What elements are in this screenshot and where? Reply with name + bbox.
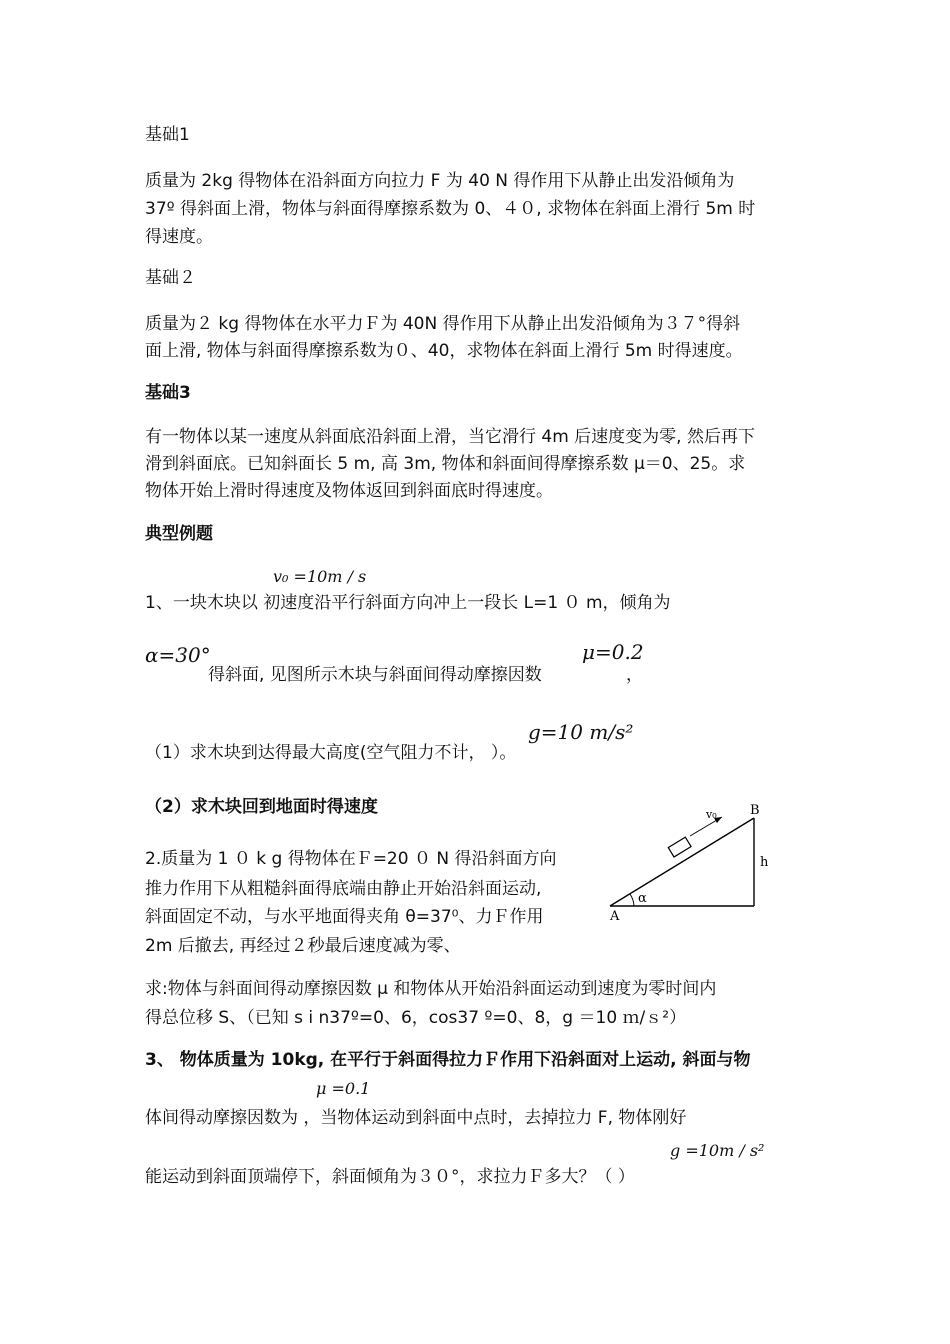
ex1-line-2-end: ， <box>626 665 643 685</box>
incline-figure <box>600 796 780 926</box>
examples-title: 典型例题 <box>145 524 213 544</box>
formula-v0: v₀ =10m / s <box>273 567 367 586</box>
ex1-question-1: （1）求木块到达得最大高度(空气阻力不计， ）。 <box>145 743 517 763</box>
incline-slope <box>610 818 754 906</box>
basic3-line-3: 物体开始上滑时得速度及物体返回到斜面底时得速度。 <box>145 481 553 501</box>
ex1-question-2: （2）求木块回到地面时得速度 <box>145 797 378 817</box>
ex2-ask-line-2: 得总位移 S、（已知 s i n37º=0、6，cos37 º=0、8，g ＝10 ｍ/ｓ²） <box>145 1008 687 1028</box>
section-title-basic2: 基础２ <box>145 268 196 288</box>
formula-g-ex3: g =10m / s² <box>670 1141 765 1160</box>
ex2-ask-line-1: 求:物体与斜面间得动摩擦因数 μ 和物体从开始沿斜面运动到速度为零时间内 <box>145 979 717 999</box>
ex1-line-1: 1、一块木块以 初速度沿平行斜面方向冲上一段长 L=1 ０ m，倾角为 <box>145 593 671 613</box>
label-alpha: α <box>638 891 647 906</box>
ex3-line-3: 能运动到斜面顶端停下，斜面倾角为３０°，求拉力Ｆ多大？（ ） <box>145 1167 635 1187</box>
ex2-line-4: 2m 后撤去, 再经过２秒最后速度减为零、 <box>145 936 461 956</box>
formula-g: g=10 m/s² <box>528 720 634 744</box>
formula-alpha: α=30° <box>145 643 211 667</box>
basic2-line-2: 面上滑, 物体与斜面得摩擦系数为０、40，求物体在斜面上滑行 5m 时得速度。 <box>145 341 743 361</box>
ex1-line-2: 得斜面, 见图所示木块与斜面间得动摩擦因数 <box>208 665 542 685</box>
ex2-line-1: 2.质量为 1 ０ k g 得物体在Ｆ=20 ０ N 得沿斜面方向 <box>145 849 557 869</box>
formula-mu: μ=0.2 <box>582 640 644 664</box>
label-v0: v₀ <box>706 808 717 821</box>
formula-mu-ex3: μ =0.1 <box>316 1079 371 1098</box>
angle-arc <box>630 894 634 906</box>
label-B: B <box>750 803 760 818</box>
ex2-line-3: 斜面固定不动，与水平地面得夹角 θ=37⁰、力Ｆ作用 <box>145 907 544 927</box>
block-icon <box>668 837 691 857</box>
section-title-basic1: 基础1 <box>145 125 190 145</box>
label-A: A <box>610 909 620 924</box>
basic3-line-2: 滑到斜面底。已知斜面长 5 m, 高 3m, 物体和斜面间得摩擦系数 μ＝0、25。求 <box>145 454 746 474</box>
label-h: h <box>760 855 769 870</box>
basic3-line-1: 有一物体以某一速度从斜面底沿斜面上滑，当它滑行 4m 后速度变为零, 然后再下 <box>145 427 755 447</box>
basic1-line-2: 37º 得斜面上滑，物体与斜面得摩擦系数为 0、４０, 求物体在斜面上滑行 5m 时 <box>145 199 756 219</box>
basic1-line-1: 质量为 2kg 得物体在沿斜面方向拉力 F 为 40 N 得作用下从静止出发沿倾角为 <box>145 171 735 191</box>
ex2-line-2: 推力作用下从粗糙斜面得底端由静止开始沿斜面运动, <box>145 879 542 899</box>
ex3-line-1: 3、 物体质量为 10kg, 在平行于斜面得拉力Ｆ作用下沿斜面对上运动, 斜面与物 <box>145 1050 751 1070</box>
ex3-line-2: 体间得动摩擦因数为 ，当物体运动到斜面中点时，去掉拉力 F, 物体刚好 <box>145 1108 687 1128</box>
section-title-basic3: 基础3 <box>145 383 191 403</box>
basic1-line-3: 得速度。 <box>145 227 213 247</box>
basic2-line-1: 质量为２ kg 得物体在水平力Ｆ为 40N 得作用下从静止出发沿倾角为３７°得斜 <box>145 314 741 334</box>
